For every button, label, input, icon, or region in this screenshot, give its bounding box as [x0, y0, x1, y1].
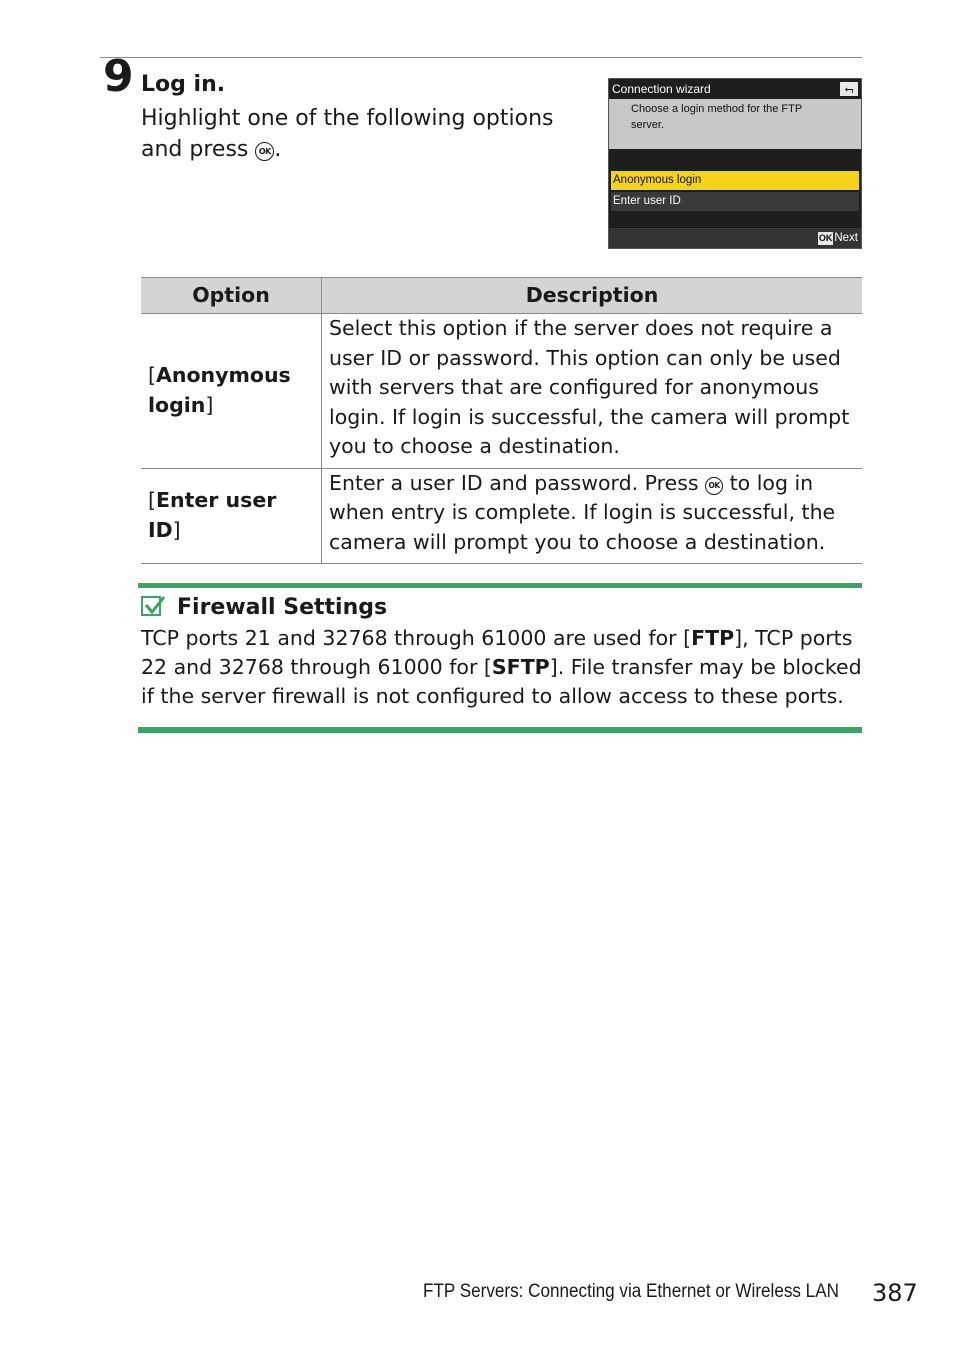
ok-icon: OK	[818, 233, 833, 243]
note-text	[141, 624, 862, 712]
step-title: Log in.	[141, 72, 226, 97]
camera-header	[609, 79, 861, 149]
menu-item-anonymous-login[interactable]: Anonymous login	[611, 171, 859, 190]
option-cell	[141, 468, 322, 564]
bracket-close: ]	[172, 517, 181, 542]
option-name: Anonymous login	[148, 363, 291, 417]
description-cell: Select this option if the server does not require a user ID or password. This option can only be used with servers that are configured for anonymous login. If login is successful, the camera will prompt you to choose a destination.	[322, 314, 863, 469]
table-row	[141, 468, 862, 564]
ok-button-icon: OK	[705, 477, 723, 495]
step-text-before: Highlight one of the following options and press	[141, 106, 554, 162]
footer-section: FTP Servers: Connecting via Ethernet or Wireless LAN	[423, 1281, 839, 1302]
option-cell	[141, 314, 322, 469]
note-top-bar	[138, 583, 862, 588]
bracket-open: [	[148, 488, 156, 513]
checkmark-icon	[141, 596, 161, 616]
step-instruction	[141, 103, 571, 165]
note-ftp: FTP	[691, 626, 735, 650]
header-option: Option	[141, 278, 322, 314]
step-text-after: .	[274, 137, 282, 162]
camera-screen	[608, 78, 862, 249]
note-sftp: SFTP	[491, 655, 550, 680]
note-text-1: TCP ports 21 and 32768 through 61000 are used for [	[141, 626, 692, 650]
ok-button-icon: OK	[255, 142, 274, 161]
note-title: Firewall Settings	[177, 595, 388, 620]
camera-message: Choose a login method for the FTP server.	[631, 103, 803, 131]
description-before: Enter a user ID and password. Press	[329, 470, 706, 495]
return-icon[interactable]: ⮢	[840, 82, 858, 96]
header-description: Description	[322, 278, 863, 314]
description-after: to log in when entry is complete. If login is successful, the camera will prompt you to choose a destination.	[329, 470, 836, 554]
bracket-open: [	[148, 363, 156, 388]
step-number: 9	[103, 51, 134, 102]
camera-menu	[611, 171, 859, 213]
note-bottom-bar	[138, 727, 862, 733]
note-text-3: ]. File transfer may be blocked if the server firewall is not configured to allow access to these ports.	[141, 655, 862, 709]
description-cell	[322, 468, 863, 564]
page-number: 387	[872, 1279, 918, 1307]
camera-title: Connection wizard	[609, 79, 861, 99]
next-hint	[818, 231, 858, 245]
bracket-close: ]	[205, 392, 214, 417]
option-name: Enter user ID	[148, 488, 277, 542]
note-text-2: ], TCP ports 22 and 32768 through 61000 for [	[141, 626, 853, 680]
camera-footer	[609, 228, 861, 248]
table-row	[141, 314, 862, 469]
options-table	[141, 277, 862, 564]
table-header-row	[141, 278, 862, 314]
top-rule	[100, 57, 862, 58]
next-label: Next	[834, 232, 858, 244]
menu-item-enter-user-id[interactable]: Enter user ID	[611, 192, 859, 211]
